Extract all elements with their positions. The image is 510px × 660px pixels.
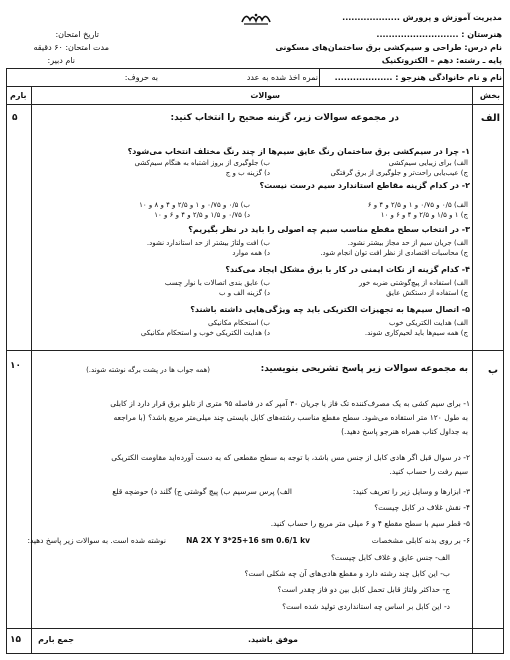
score-col-divider xyxy=(31,86,32,653)
student-row-divider xyxy=(319,68,320,86)
q2-option-b: ب) ۰/۵ و ۰/۷۵ و ۱ و ۲/۵ و ۴ و ۸ و ۱۰ xyxy=(139,201,250,209)
section-col-divider xyxy=(472,86,473,653)
table-bottom-border xyxy=(6,653,504,654)
school-label: هنرستان : ........................... xyxy=(376,30,502,39)
b-q6-d: د- این کابل بر اساس چه استانداردی تولید شده است؟ xyxy=(282,602,450,611)
q3-option-b: ب) افت ولتاژ بیشتر از حد استاندارد نشود. xyxy=(146,239,270,247)
b-q6-prefix: ۶- بر روی بدنه کابلی مشخصات xyxy=(371,536,470,545)
header-row-bottom xyxy=(6,104,504,105)
grade-words-label: به حروف: xyxy=(124,73,158,82)
exam-duration: مدت امتحان: ۶۰ دقیقه xyxy=(33,43,109,52)
b-q4-text: ۴- نقش غلاف در کابل چیست؟ xyxy=(374,503,470,512)
q2-option-d: د) ۰/۷۵ و ۱/۵ و ۲/۵ و ۴ و ۶ و ۱۰ xyxy=(154,211,250,219)
b-q6-a: الف- جنس عایق و غلاف کابل چیست؟ xyxy=(330,553,450,562)
section-b-note: (همه جواب ها در پشت برگه نوشته شوند.) xyxy=(86,366,210,374)
org-label: مدیریت آموزش و پرورش ................... xyxy=(342,13,502,22)
q2-text: ۲- در کدام گزینه مقاطع استاندارد سیم درست نیست؟ xyxy=(259,181,470,190)
q5-option-a: الف) هدایت الکتریکی خوب xyxy=(389,319,468,327)
q4-text: ۴- کدام گزینه از نکات ایمنی در کار با برق مشکل ایجاد می‌کند؟ xyxy=(225,265,470,274)
b-q5-text: ۵- قطر سیم با سطح مقطع ۴ و ۶ میلی متر مربع را حساب کنید. xyxy=(270,519,470,528)
b-q2-line1: ۲- در سوال قبل اگر هادی کابل از جنس مس باشد، با توجه به سطح مقطعی که به دست آورده‌اید مقاومت الکتریکی xyxy=(111,453,470,462)
q1-option-c: ج) عیب‌یابی راحت‌تر و جلوگیری از برق گرفتگی xyxy=(330,169,468,177)
b-q1-line2: به طول ۱۲۰ متر استفاده می‌شود. سطح مقطع مناسب رشته‌های کابل بایستی چند میلی‌متر مربع باشد؟ (با مراجعه xyxy=(113,413,468,422)
teacher-name: نام دبیر: xyxy=(47,56,75,65)
q2-option-a: الف) ۰/۵ و ۰/۷۵ و ۱ و ۲/۵ و ۴ و ۶ xyxy=(367,201,468,209)
student-row-bottom xyxy=(6,86,504,87)
course-label: نام درس: طراحی و سیم‌کشی برق ساختمان‌های مسکونی xyxy=(275,43,502,52)
q5-option-b: ب) استحکام مکانیکی xyxy=(207,319,270,327)
b-q3-text: ۳- ابزارها و وسایل زیر را تعریف کنید: xyxy=(352,487,470,496)
q5-option-d: د) هدایت الکتریکی خوب و استحکام مکانیکی xyxy=(140,329,270,337)
table-left-border xyxy=(6,68,7,654)
q2-option-c: ج) ۱ و ۱/۵ و ۲/۵ و ۴ و ۶ و ۱۰ xyxy=(380,211,468,219)
q5-text: ۵- اتصال سیم‌ها به تجهیزات الکتریکی باید چه ویژگی‌هایی داشته باشند؟ xyxy=(190,305,470,314)
b-q6-b: ب- این کابل چند رشته دارد و مقطع هادی‌های آن چه شکلی است؟ xyxy=(244,569,450,578)
total-score: ۱۵ xyxy=(10,635,21,645)
q4-option-b: ب) عایق بندی اتصالات با نوار چسب xyxy=(164,279,270,287)
q3-text: ۳- در انتخاب سطح مقطع مناسب سیم چه اصولی را باید در نظر بگیریم؟ xyxy=(188,225,470,234)
grade-digits-label: نمره اخذ شده به عدد xyxy=(246,73,318,82)
b-q6-cable-code: NA 2X Y 3*25+16 sm 0.6/1 kv xyxy=(186,536,310,545)
section-b-score: ۱۰ xyxy=(10,361,21,371)
emblem-logo xyxy=(240,10,272,26)
total-score-label: جمع بارم xyxy=(38,635,74,644)
section-a-bottom xyxy=(6,350,504,351)
col-questions: سوالات xyxy=(250,91,280,100)
table-top-border xyxy=(6,68,504,69)
section-a-score: ۵ xyxy=(12,113,18,123)
q3-option-d: د) همه موارد xyxy=(232,249,270,257)
section-b-bottom xyxy=(6,628,504,629)
student-name-label: نام و نام خانوادگی هنرجو : ................... xyxy=(334,73,502,82)
q4-option-a: الف) استفاده از پیچ‌گوشتی ضربه خور xyxy=(358,279,468,287)
q3-option-c: ج) محاسبات اقتصادی از نظر افت توان انجام شود. xyxy=(320,249,468,257)
b-q1-line3: به جداول کتاب همراه هنرجو پاسخ دهید.) xyxy=(341,427,468,436)
q4-option-d: د) گزینه الف و ب xyxy=(218,289,270,297)
section-a-label: الف xyxy=(480,113,500,124)
b-q6-c: ج- حداکثر ولتاژ قابل تحمل کابل بین دو فاز چقدر است؟ xyxy=(277,585,450,594)
q1-option-b: ب) جلوگیری از بروز اشتباه به هنگام سیم‌کشی xyxy=(134,159,270,167)
q1-option-d: د) گزینه ب و ج xyxy=(225,169,270,177)
b-q3-items: الف) پرس سرسیم ب) پیچ گوشتی ج) گلند د) حوضچه قلع xyxy=(112,487,292,496)
section-b-title: به مجموعه سوالات زیر پاسخ تشریحی بنویسید: xyxy=(260,364,468,374)
q3-option-a: الف) جریان سیم از حد مجاز بیشتر نشود. xyxy=(347,239,468,247)
table-right-border xyxy=(503,68,504,654)
good-luck-text: موفق باشید. xyxy=(247,635,298,644)
b-q1-line1: ۱- برای سیم کشی به یک مصرف‌کننده تک فاز با جریان ۳۰ آمپر که در فاصله ۹۵ متری از تابلو برق قرار دارد از کابلی xyxy=(110,399,470,408)
section-b-label: ب xyxy=(487,365,498,376)
q1-option-a: الف) برای زیبایی سیم‌کشی xyxy=(388,159,468,167)
q1-text: ۱- چرا در سیم‌کشی برق ساختمان رنگ عایق سیم‌ها از چند رنگ مختلف انتخاب می‌شود؟ xyxy=(127,147,470,156)
q5-option-c: ج) همه سیم‌ها باید لحیم‌کاری شوند. xyxy=(364,329,468,337)
exam-date: تاریخ امتحان: xyxy=(55,30,99,39)
b-q2-line2: سیم رفت را حساب کنید. xyxy=(389,467,468,476)
col-score: بارم xyxy=(10,91,27,100)
q4-option-c: ج) استفاده از دستکش عایق xyxy=(386,289,468,297)
b-q6-suffix: نوشته شده است. به سوالات زیر پاسخ دهید: xyxy=(27,536,166,545)
section-a-title: در مجموعه سوالات زیر، گزینه صحیح را انتخاب کنید: xyxy=(170,113,399,123)
col-section: بخش xyxy=(479,91,500,100)
grade-label: پایه ـ رشته: دهم – الکتروتکنیک xyxy=(381,56,502,65)
